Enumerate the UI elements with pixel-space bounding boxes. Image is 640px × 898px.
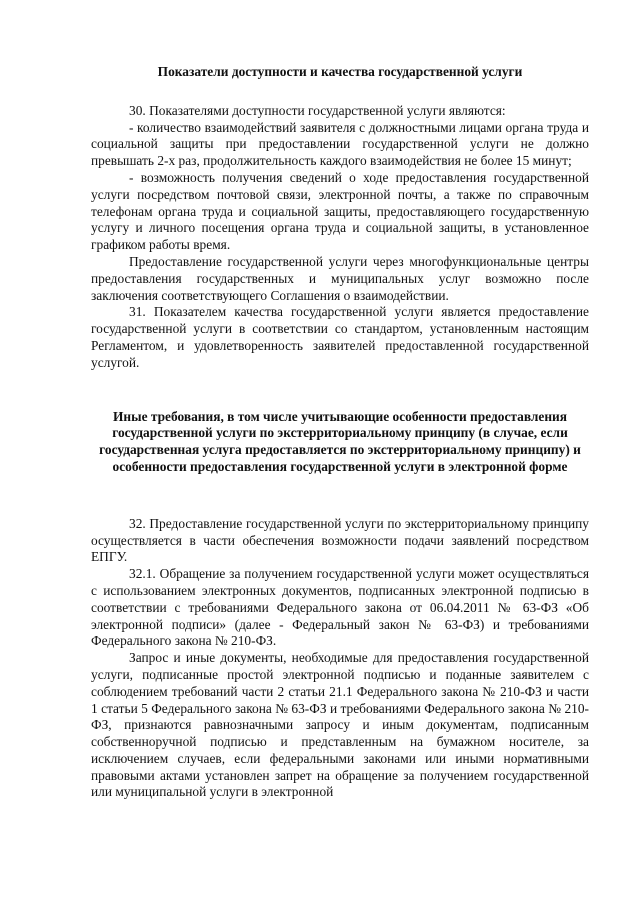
paragraph-31: 31. Показателем качества государственной услуги является предоставление государственной услуги в соответствии со стандартом, установленным настоящим Регламентом, и удовлетворенность заявителей предоставленной государственной услугой. — [91, 304, 589, 370]
document-page — [91, 64, 589, 801]
paragraph-request-documents: Запрос и иные документы, необходимые для предоставления государственной услуги, подписанные простой электронной подписью и поданные заявителем с соблюдением требований части 2 статьи 21.1 Федерального закона № 210-ФЗ и части 1 статьи 5 Федерального закона № 63-ФЗ и требованиями Федерального закона № 210-ФЗ, признаются равнозначными запросу и иным документам, подписанным собственноручной подписью и представленным на бумажном носителе, за исключением случаев, если федеральными законами или иными нормативными правовыми актами установлен запрет на обращение за получением государственной или муниципальной услуги в электронной — [91, 650, 589, 800]
paragraph-mfc: Предоставление государственной услуги через многофункциональные центры предоставления государственных и муниципальных услуг возможно после заключения соответствующего Соглашения о взаимодействии. — [91, 253, 589, 303]
paragraph-32-1: 32.1. Обращение за получением государственной услуги может осуществляться с использованием электронных документов, подписанных электронной подписью в соответствии с требованиями Федерального закона от 06.04.2011 № 63-ФЗ «Об электронной подписи» (далее - Федеральный закон № 63-ФЗ) и требованиями Федерального закона № 210-ФЗ. — [91, 566, 589, 649]
paragraph-30: 30. Показателями доступности государственной услуги являются: — [129, 102, 506, 118]
section-heading-other-requirements: Иные требования, в том числе учитывающие особенности предоставления государственной услуги по экстерриториальному принципу (в случае, если государственная услуга предоставляется по экстерриториальному принципу) и особенности предоставления государственной услуги в электронной форме — [99, 408, 581, 474]
paragraph-30-item-1: - количество взаимодействий заявителя с должностными лицами органа труда и социальной защиты при предоставлении государственной услуги не должно превышать 2-х раз, продолжительность каждого взаимодействия не более 15 минут; — [91, 119, 589, 169]
paragraph-30-item-2: - возможность получения сведений о ходе предоставления государственной услуги посредством почтовой связи, электронной почты, а также по справочным телефонам органа труда и социальной защиты, предоставляющего государственную услугу и личного посещения органа труда и социальной защиты, в установленное графиком работы время. — [91, 169, 589, 253]
paragraph-32: 32. Предоставление государственной услуги по экстерриториальному принципу осуществляется в части обеспечения возможности подачи заявлений посредством ЕПГУ. — [91, 515, 589, 565]
section-heading-accessibility: Показатели доступности и качества государственной услуги — [157, 64, 523, 79]
